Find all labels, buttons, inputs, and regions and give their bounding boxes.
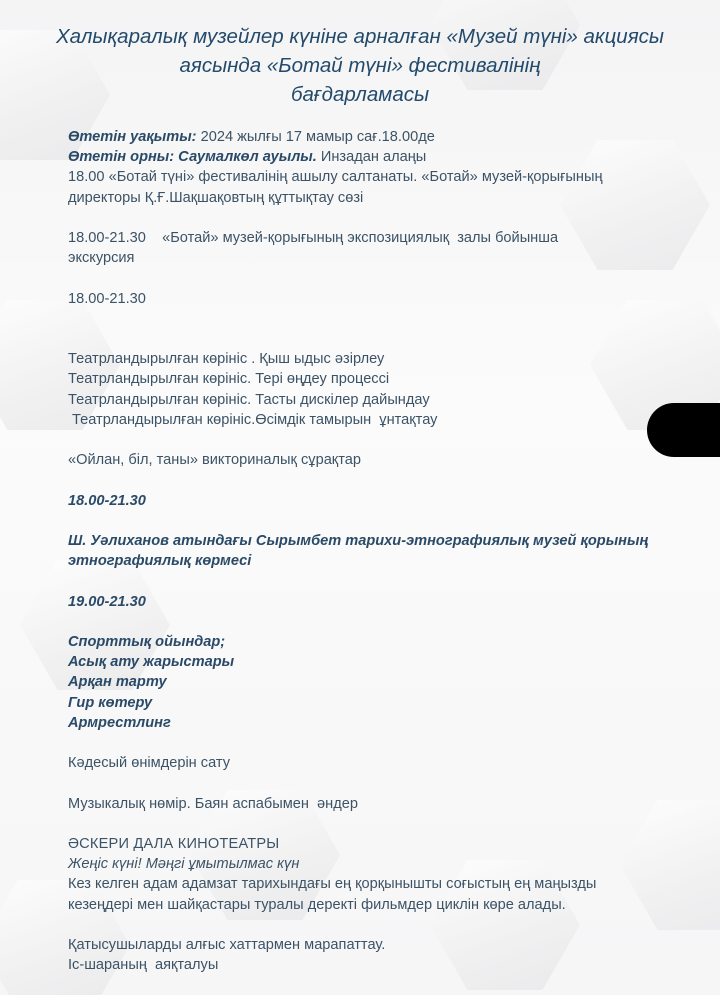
cinema-description: кезеңдері мен шайқастары туралы деректі фильмдер циклін көре алады. (68, 896, 566, 913)
cinema-heading: ӘСКЕРИ ДАЛА КИНОТЕАТРЫ (68, 835, 280, 852)
cinema-subtitle: Жеңіс күні! Мәңгі ұмытылмас күн (68, 856, 300, 873)
sports-heading: Спорттық ойындар; (68, 633, 226, 650)
sports-item: Арқан тарту (68, 674, 167, 691)
opening-ceremony-text: 18.00 «Ботай түні» фестивалінің ашылу салтанаты. «Ботай» музей-қорығының (68, 169, 603, 186)
sports-item: Гир көтеру (68, 694, 153, 711)
program-content (68, 127, 668, 975)
event-place-label: Өтетін орны: Саумалкөл ауылы. (68, 149, 317, 166)
title-line: аясында «Ботай түні» фестивалінің (179, 54, 541, 77)
performance-item: Театрландырылған көрініс.Өсімдік тамырын ұнтақтау (68, 411, 438, 428)
time-slot: 18.00-21.30 (68, 492, 146, 509)
exhibition-text: этнографиялық көрмесі (68, 553, 252, 570)
sports-item: Армрестлинг (68, 714, 171, 731)
cinema-description: Кез келген адам адамзат тарихындағы ең қорқынышты соғыстың ең маңызды (68, 876, 597, 893)
time-slot: 19.00-21.30 (68, 593, 146, 610)
exhibition-text: Ш. Уәлиханов атындағы Сырымбет тарихи-этнографиялық музей қорының (68, 532, 649, 549)
excursion-text: 18.00-21.30 «Ботай» музей-қорығының экспозициялық залы бойынша (68, 230, 559, 246)
event-place-row (68, 147, 668, 167)
awards-text: Қатысушыларды алғыс хаттармен марапаттау. (68, 936, 386, 953)
title-line: бағдарламасы (290, 83, 430, 106)
souvenir-text: Кәдесый өнімдерін сату (68, 755, 231, 772)
event-time-row (68, 127, 668, 147)
opening-ceremony-text: директоры Қ.Ғ.Шақшақовтың құттықтау сөзі (68, 189, 364, 206)
event-place-value: Инзадан алаңы (316, 149, 427, 166)
music-text: Музыкалық нөмір. Баян аспабымен әндер (68, 795, 358, 812)
event-time-label: Өтетін уақыты: (68, 129, 197, 145)
sports-item: Асық ату жарыстары (68, 654, 235, 671)
title-line: Халықаралық музейлер күніне арналған «Музей түні» акциясы (56, 25, 664, 48)
excursion-text: экскурсия (68, 250, 135, 267)
performance-item: Театрландырылған көрініс. Тасты дискілер дайындау (68, 391, 430, 408)
performance-item: Театрландырылған көрініс . Қыш ыдыс әзірлеу (68, 351, 385, 368)
document-title (0, 22, 720, 109)
event-end-text: Іс-шараның аяқталуы (68, 957, 219, 974)
event-time-value: 2024 жылғы 17 мамыр сағ.18.00де (196, 129, 435, 145)
floating-side-tab[interactable] (647, 403, 720, 457)
quiz-text: «Ойлан, біл, таны» викториналық сұрақтар (68, 452, 361, 469)
performance-item: Театрландырылған көрініс. Тері өңдеу процессі (68, 371, 390, 388)
time-slot: 18.00-21.30 (68, 290, 146, 307)
